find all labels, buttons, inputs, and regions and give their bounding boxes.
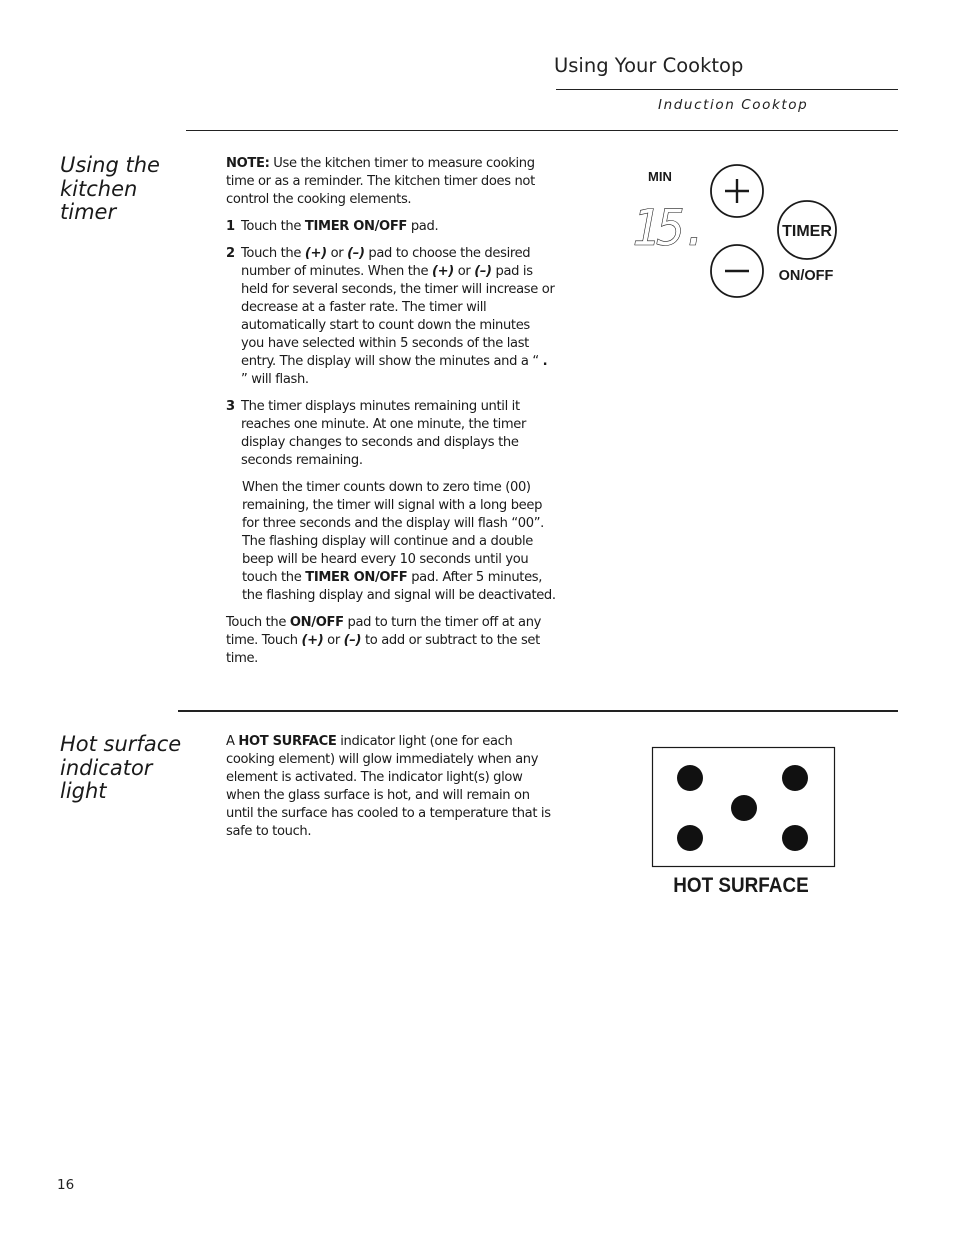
paragraph-text: or: [323, 633, 344, 648]
paragraph-text: pad to turn the timer off at any time. Touch: [226, 615, 542, 648]
page-number: 16: [57, 1177, 75, 1193]
step-bold: (–): [474, 264, 492, 279]
step-3: [226, 398, 556, 470]
timer-display: 15.: [631, 199, 707, 258]
hot-surface-light-icon: [782, 825, 808, 851]
step-bold: (+): [432, 264, 454, 279]
step-bold: (+): [304, 246, 327, 261]
paragraph-text: pad. After 5 minutes, the flashing display and signal will be deactivated.: [242, 570, 556, 603]
hot-surface-light-icon: [731, 795, 757, 821]
paragraph-text: to add or subtract to the set time.: [226, 633, 540, 666]
step-text: pad to choose the desired number of minutes. When the: [241, 246, 531, 279]
paragraph-text: A: [226, 734, 239, 749]
timer-button-label: TIMER: [782, 223, 832, 240]
min-label: MIN: [648, 169, 672, 184]
section-divider-top: [186, 130, 898, 131]
plus-icon[interactable]: [711, 165, 763, 217]
step-text: Touch the: [241, 246, 305, 261]
timer-button[interactable]: [778, 201, 836, 259]
chapter-title-rule: [556, 89, 898, 90]
section-divider-middle: [178, 710, 898, 712]
timer-control-panel: [630, 160, 850, 310]
minus-icon[interactable]: [711, 245, 763, 297]
step-number: 3: [226, 399, 235, 414]
hot-surface-paragraph: [226, 733, 556, 841]
step-text: ” will flash.: [241, 372, 309, 387]
hot-surface-text: [226, 733, 556, 841]
step-text: pad is held for several seconds, the timer will increase or decrease at a faster rate. The timer will automatically start to count down the minutes you have selected within 5 seconds of the last entry. The display will show the minutes and a “: [241, 264, 555, 369]
note-text: Use the kitchen timer to measure cooking time or as a reminder. The kitchen timer does not control the cooking elements.: [226, 156, 535, 207]
paragraph-text: Touch the: [226, 615, 290, 630]
step-number: 1: [226, 219, 235, 234]
timer-off-paragraph: [226, 614, 556, 668]
step-number: 2: [226, 246, 235, 261]
step-bold: .: [542, 354, 548, 369]
section-title-kitchen-timer: Using the kitchen timer: [60, 153, 160, 224]
step-bold: TIMER ON/OFF: [304, 219, 408, 234]
kitchen-timer-text: [226, 155, 556, 677]
step-text: or: [326, 246, 348, 261]
paragraph-bold: TIMER ON/OFF: [305, 570, 408, 585]
step-text: pad.: [407, 219, 439, 234]
chapter-subtitle: Induction Cooktop: [658, 97, 809, 113]
paragraph-text: indicator light (one for each cooking element) will glow immediately when any element is activated. The indicator light(s) glow when the glass surface is hot, and will remain on until the surface has cooled to a temperature that is safe to touch.: [226, 734, 551, 839]
step-bold: (–): [347, 246, 365, 261]
timer-zero-paragraph: [226, 479, 556, 605]
step-1: [226, 218, 556, 236]
section-title-hot-surface: Hot surface indicator light: [60, 732, 182, 803]
paragraph-bold: HOT SURFACE: [238, 734, 337, 749]
note-paragraph: [226, 155, 556, 209]
paragraph-bold: (–): [343, 633, 362, 648]
hot-surface-label: HOT SURFACE: [673, 874, 809, 898]
step-2: [226, 245, 556, 389]
paragraph-text: When the timer counts down to zero time (00) remaining, the timer will signal with a long beep for three seconds and the display will flash “00”. The flashing display will continue and a double beep will be heard every 10 seconds until you touch the: [242, 480, 544, 585]
paragraph-bold: ON/OFF: [289, 615, 344, 630]
chapter-title: Using Your Cooktop: [554, 54, 744, 77]
hot-surface-panel: [650, 745, 840, 900]
paragraph-bold: (+): [301, 633, 324, 648]
note-label: NOTE:: [226, 156, 270, 171]
step-text: Touch the: [241, 219, 305, 234]
hot-surface-light-icon: [782, 765, 808, 791]
hot-surface-light-icon: [677, 825, 703, 851]
hot-surface-light-icon: [677, 765, 703, 791]
step-text: or: [453, 264, 475, 279]
onoff-label: ON/OFF: [778, 268, 834, 284]
step-text: The timer displays minutes remaining until it reaches one minute. At one minute, the timer display changes to seconds and displays the seconds remaining.: [241, 399, 527, 468]
